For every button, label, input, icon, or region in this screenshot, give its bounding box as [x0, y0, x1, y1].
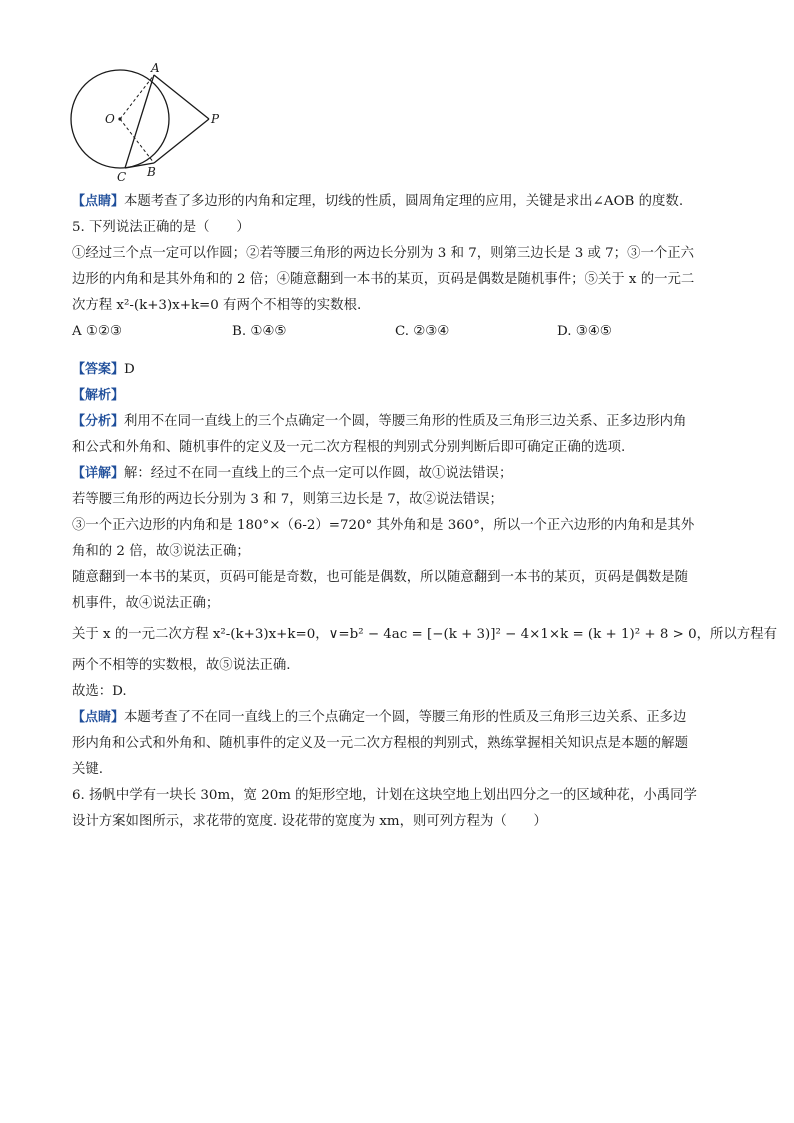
- option-d: D. ③④⑤: [557, 324, 612, 339]
- label-a: A: [151, 61, 160, 75]
- page-content: [72, 189, 777, 835]
- detail-line: 角和的 2 倍，故③说法正确；: [72, 544, 250, 559]
- label-o: O: [105, 112, 115, 126]
- q5-options: [72, 319, 732, 345]
- label-p: P: [211, 112, 220, 126]
- q6-stem-line: 6. 扬帆中学有一块长 30m，宽 20m 的矩形空地，计划在这块空地上划出四分之一的区域种花，小禹同学: [72, 788, 697, 803]
- detail-line: 机事件，故④说法正确；: [72, 596, 220, 611]
- q5-comment-line: 关键.: [72, 762, 104, 777]
- detail-line: 两个不相等的实数根，故⑤说法正确.: [72, 658, 291, 673]
- label-c: C: [117, 170, 127, 184]
- detail-formula-line: 关于 x 的一元二次方程 x²-(k+3)x+k=0，∨=b² − 4ac = [−(k + 3)]² − 4×1×k = (k + 1)² + 8 > 0，所以方程有: [72, 627, 777, 642]
- q5-comment-line: 形内角和公式和外角和、随机事件的定义及一元二次方程根的判别式，熟练掌握相关知识点是本题的解题: [72, 736, 688, 751]
- chord-ac: [125, 75, 154, 168]
- option-c: C. ②③④: [395, 324, 450, 339]
- center-point: [118, 117, 121, 120]
- answer-tag: 【答案】: [72, 362, 125, 377]
- q5-comment-line: [72, 705, 732, 731]
- detail-line: 若等腰三角形的两边长分别为 3 和 7，则第三边长是 7，故②说法错误；: [72, 492, 503, 507]
- conclusion: 故选：D.: [72, 684, 127, 699]
- analysis-heading: [72, 383, 732, 409]
- detail-text: 解：经过不在同一直线上的三个点一定可以作圆，故①说法错误；: [124, 466, 513, 481]
- comment-text: 本题考查了多边形的内角和定理，切线的性质，圆周角定理的应用，关键是求出∠AOB 的度数.: [124, 194, 684, 209]
- q5-stem: 5. 下列说法正确的是（ ）: [72, 220, 250, 235]
- circle-tangent-figure: [62, 58, 232, 186]
- radius-oa: [120, 75, 154, 119]
- radius-ob: [120, 119, 154, 163]
- fenxi-text: 利用不在同一直线上的三个点确定一个圆，等腰三角形的性质及三角形三边关系、正多边形内角: [124, 414, 687, 429]
- tangent-pb: [154, 119, 209, 163]
- fenxi-line: 和公式和外角和、随机事件的定义及一元二次方程根的判别式分别判断后即可确定正确的选项.: [72, 440, 626, 455]
- q5-statement-line: 边形的内角和是其外角和的 2 倍；④随意翻到一本书的某页，页码是偶数是随机事件；⑤关于 x 的一元二: [72, 272, 695, 287]
- answer-value: D: [124, 362, 135, 377]
- geometry-diagram: [62, 58, 232, 186]
- fenxi-line: [72, 409, 732, 435]
- q5-statement-line: ①经过三个点一定可以作圆；②若等腰三角形的两边长分别为 3 和 7，则第三边长是 3 或 7；③一个正六: [72, 246, 695, 261]
- analysis-tag: 【解析】: [72, 388, 125, 403]
- answer-line: [72, 357, 732, 383]
- comment-tag: 【点睛】: [72, 194, 125, 209]
- detail-line: ③一个正六边形的内角和是 180°×（6-2）=720° 其外角和是 360°，所以一个正六边形的内角和是其外: [72, 518, 695, 533]
- q5-statement-line: 次方程 x²-(k+3)x+k=0 有两个不相等的实数根.: [72, 298, 362, 313]
- tangent-pa: [154, 75, 209, 119]
- detail-tag: 【详解】: [72, 466, 125, 481]
- fenxi-tag: 【分析】: [72, 414, 125, 429]
- option-a: A ①②③: [72, 324, 122, 339]
- comment-tag: 【点睛】: [72, 710, 125, 725]
- detail-line: 随意翻到一本书的某页，页码可能是奇数，也可能是偶数，所以随意翻到一本书的某页，页码是偶数是随: [72, 570, 688, 585]
- q4-comment: [72, 189, 732, 215]
- option-b: B. ①④⑤: [232, 324, 287, 339]
- comment-text: 本题考查了不在同一直线上的三个点确定一个圆，等腰三角形的性质及三角形三边关系、正多边: [124, 710, 687, 725]
- detail-line: [72, 461, 732, 487]
- label-b: B: [147, 165, 156, 179]
- q6-stem-line: 设计方案如图所示，求花带的宽度. 设花带的宽度为 xm，则可列方程为（ ）: [72, 814, 547, 829]
